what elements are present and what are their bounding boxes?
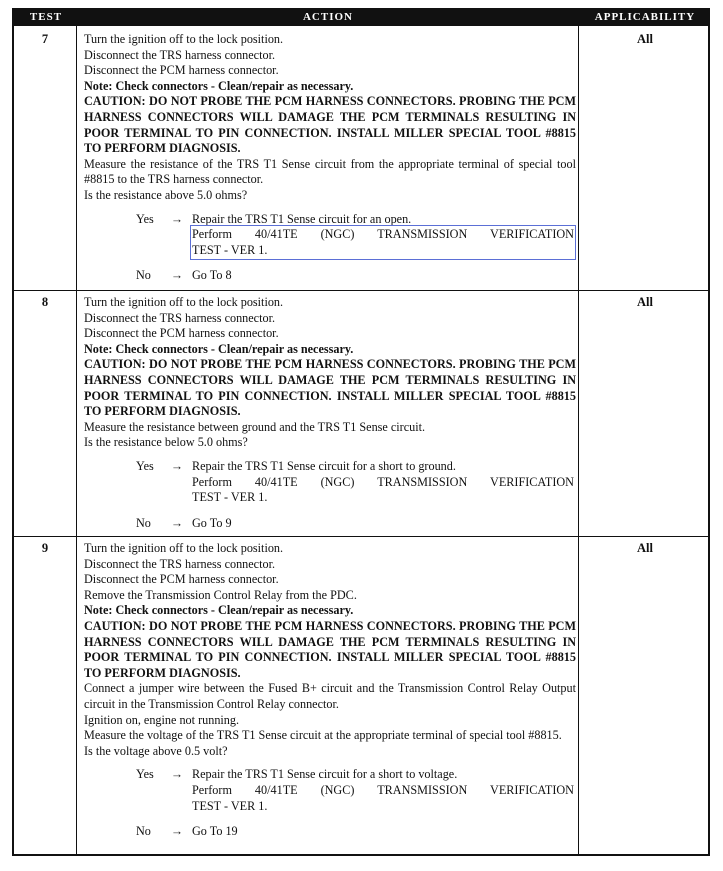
yes-verification-text: Perform 40/41TE (NGC) TRANSMISSION VERIFICATION <box>192 782 574 797</box>
row-divider <box>14 290 708 291</box>
connect-text: Connect a jumper wire between the Fused B+ circuit and the Transmission Control Relay Output circuit in the Transmission Control Relay connector. <box>84 681 576 711</box>
test-number: 8 <box>41 295 49 309</box>
ignition-text: Ignition on, engine not running. <box>84 712 240 727</box>
arrow-icon: → <box>170 824 184 839</box>
applicability-value: All <box>637 541 653 555</box>
no-label: No <box>136 515 151 530</box>
test-number: 9 <box>41 541 49 555</box>
arrow-icon: → <box>170 458 184 473</box>
header-applicability: APPLICABILITY <box>594 11 696 23</box>
note-text: Note: Check connectors - Clean/repair as necessary. <box>84 341 354 356</box>
caution-text: CAUTION: DO NOT PROBE THE PCM HARNESS CONNECTORS. PROBING THE PCM HARNESS CONNECTORS WILL DAMAGE THE PCM TERMINALS RESULTING IN POOR TERMINAL TO PIN CONNECTION. INSTALL MILLER SPECIAL TOOL #8815 TO PERFORM DIAGNOSIS. <box>84 357 576 419</box>
yes-result <box>136 212 576 259</box>
question-text: Is the resistance above 5.0 ohms? <box>84 187 248 202</box>
step-text: Disconnect the PCM harness connector. <box>84 572 279 587</box>
action-cell <box>84 295 576 531</box>
header-test: TEST <box>29 11 63 23</box>
no-result <box>136 824 576 840</box>
yes-result <box>136 459 576 506</box>
step-text: Turn the ignition off to the lock position. <box>84 295 284 309</box>
no-action-text: Go To 8 <box>192 268 232 283</box>
applicability-value: All <box>637 295 653 309</box>
measure-text: Measure the resistance between ground and the TRS T1 Sense circuit. <box>84 419 426 434</box>
caution-text: CAUTION: DO NOT PROBE THE PCM HARNESS CONNECTORS. PROBING THE PCM HARNESS CONNECTORS WILL DAMAGE THE PCM TERMINALS RESULTING IN POOR TERMINAL TO PIN CONNECTION. INSTALL MILLER SPECIAL TOOL #8815 TO PERFORM DIAGNOSIS. <box>84 94 576 156</box>
measure-text: Measure the resistance of the TRS T1 Sense circuit from the appropriate terminal of special tool #8815 to the TRS harness connector. <box>84 156 576 187</box>
yes-action-text: Repair the TRS T1 Sense circuit for an open. <box>192 211 412 226</box>
test-number: 7 <box>41 32 49 46</box>
action-cell <box>84 541 576 840</box>
yes-label: Yes <box>136 767 154 782</box>
yes-label: Yes <box>136 211 154 226</box>
diagnostic-table <box>12 8 710 856</box>
action-cell <box>84 32 576 284</box>
verification-test-link[interactable] <box>192 227 574 258</box>
yes-result <box>136 767 576 814</box>
note-text: Note: Check connectors - Clean/repair as necessary. <box>84 603 354 618</box>
question-text: Is the resistance below 5.0 ohms? <box>84 435 248 450</box>
step-text: Turn the ignition off to the lock position. <box>84 541 284 555</box>
applicability-value: All <box>637 32 653 46</box>
note-text: Note: Check connectors - Clean/repair as necessary. <box>84 78 354 93</box>
arrow-icon: → <box>170 211 184 226</box>
step-text: Disconnect the PCM harness connector. <box>84 63 279 78</box>
header-action: ACTION <box>302 11 353 23</box>
yes-verification-text: Perform 40/41TE (NGC) TRANSMISSION VERIFICATION <box>192 474 574 489</box>
no-action-text: Go To 9 <box>192 515 232 530</box>
row-divider <box>14 536 708 537</box>
column-divider <box>578 26 579 854</box>
column-divider <box>76 26 77 854</box>
yes-action-text: Repair the TRS T1 Sense circuit for a short to voltage. <box>192 767 458 782</box>
step-text: Disconnect the TRS harness connector. <box>84 47 276 62</box>
step-text: Disconnect the PCM harness connector. <box>84 326 279 341</box>
yes-label: Yes <box>136 458 154 473</box>
measure-text: Measure the voltage of the TRS T1 Sense circuit at the appropriate terminal of special tool #8815. <box>84 728 562 743</box>
yes-action-text: Repair the TRS T1 Sense circuit for a short to ground. <box>192 458 456 473</box>
no-result <box>136 268 576 284</box>
arrow-icon: → <box>170 515 184 530</box>
no-action-text: Go To 19 <box>192 824 238 839</box>
no-label: No <box>136 268 151 283</box>
question-text: Is the voltage above 0.5 volt? <box>84 743 228 758</box>
yes-verification-text: TEST - VER 1. <box>192 490 268 505</box>
arrow-icon: → <box>170 268 184 283</box>
step-text: Turn the ignition off to the lock position. <box>84 32 284 46</box>
yes-verification-text: TEST - VER 1. <box>192 798 268 813</box>
no-label: No <box>136 824 151 839</box>
caution-text: CAUTION: DO NOT PROBE THE PCM HARNESS CONNECTORS. PROBING THE PCM HARNESS CONNECTORS WILL DAMAGE THE PCM TERMINALS RESULTING IN POOR TERMINAL TO PIN CONNECTION. INSTALL MILLER SPECIAL TOOL #8815 TO PERFORM DIAGNOSIS. <box>84 618 576 680</box>
step-text: Disconnect the TRS harness connector. <box>84 310 276 325</box>
step-text: Disconnect the TRS harness connector. <box>84 556 276 571</box>
step-text: Remove the Transmission Control Relay from the PDC. <box>84 587 357 602</box>
arrow-icon: → <box>170 767 184 782</box>
yes-verification-text: Perform 40/41TE (NGC) TRANSMISSION VERIFICATION <box>192 227 574 242</box>
no-result <box>136 516 576 532</box>
table-header <box>14 10 708 26</box>
yes-verification-text: TEST - VER 1. <box>192 242 268 257</box>
